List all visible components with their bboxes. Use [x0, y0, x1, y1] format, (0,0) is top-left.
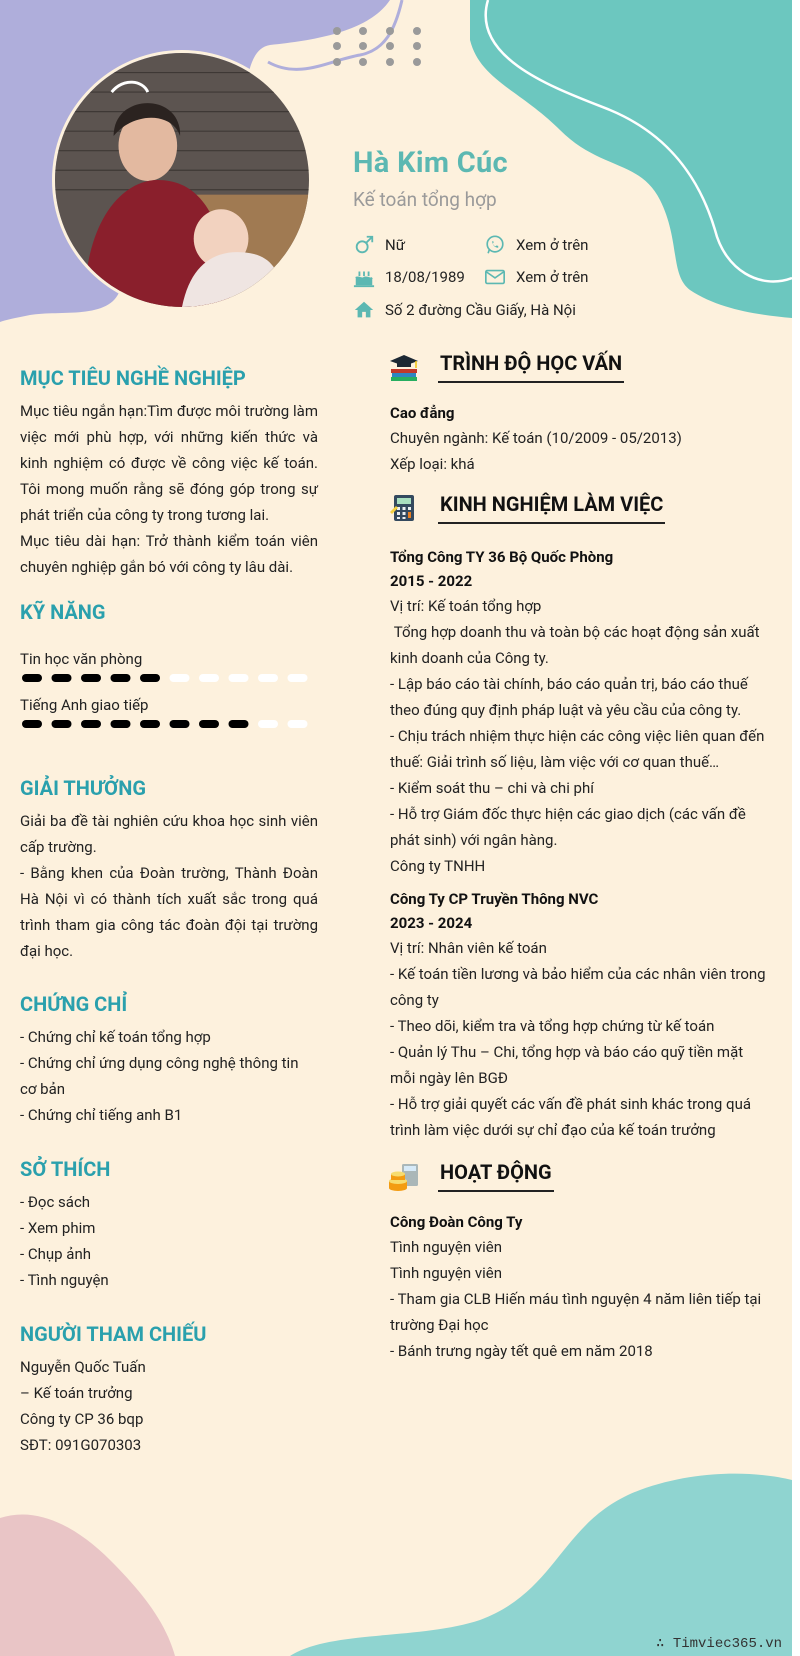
- education-body: [390, 401, 770, 477]
- references-section: [20, 1322, 318, 1458]
- job-line: - Quản lý Thu – Chi, tổng hợp và báo cáo quỹ tiền mặt mỗi ngày lên BGĐ: [390, 1043, 744, 1087]
- reference-line: SĐT: 091G070303: [20, 1436, 142, 1454]
- job-period: 2015 - 2022: [390, 572, 473, 590]
- skill-dash-empty: [229, 674, 249, 682]
- skill-dash-filled: [229, 720, 249, 728]
- skill-dash-empty: [288, 674, 308, 682]
- skill-dash-filled: [170, 720, 190, 728]
- hobby-item: - Đọc sách: [20, 1193, 91, 1211]
- hobby-item: - Xem phim: [20, 1219, 96, 1237]
- skills-title: KỸ NĂNG: [20, 600, 106, 624]
- activities-body: [390, 1210, 770, 1364]
- watermark: ∴ Timviec365.vn: [656, 1636, 783, 1652]
- hobbies-section: [20, 1157, 318, 1293]
- hobbies-title: SỞ THÍCH: [20, 1157, 111, 1181]
- graduation-cap-icon: [388, 351, 420, 383]
- objective-section: [20, 366, 318, 580]
- experience-title: KINH NGHIỆM LÀM VIỆC: [438, 492, 665, 524]
- birthday-info: [353, 266, 465, 288]
- job-line: Tổng hợp doanh thu và toàn bộ các hoạt động sản xuất kinh doanh của Công ty.: [390, 623, 764, 667]
- awards-section: [20, 776, 318, 964]
- job-line: - Lập báo cáo tài chính, báo cáo quản trị, báo cáo thuế theo đúng quy định pháp luật và yêu cầu của công ty.: [390, 675, 748, 719]
- award-item-1: Giải ba đề tài nghiên cứu khoa học sinh viên cấp trường.: [20, 812, 318, 856]
- hobby-item: - Tình nguyện: [20, 1271, 109, 1289]
- envelope-icon: [484, 266, 506, 288]
- gender-value: Nữ: [385, 236, 405, 254]
- phone-info: [484, 234, 588, 256]
- experience-body: [390, 545, 770, 1143]
- job-line: - Hỗ trợ Giám đốc thực hiện các giao dịch (các vấn đề phát sinh) với ngân hàng.: [390, 805, 746, 849]
- skill-dash-empty: [170, 674, 190, 682]
- skill-dash-filled: [111, 720, 131, 728]
- reference-line: Nguyễn Quốc Tuấn: [20, 1358, 146, 1376]
- skill-name-2: Tiếng Anh giao tiếp: [20, 696, 149, 714]
- phone-icon: [484, 234, 506, 256]
- skill-dash-filled: [81, 674, 101, 682]
- phone-value: Xem ở trên: [516, 236, 589, 254]
- skill-dash-filled: [52, 674, 72, 682]
- job-period: 2023 - 2024: [390, 914, 473, 932]
- candidate-role: Kế toán tổng hợp: [353, 188, 497, 211]
- job-line: - Kế toán tiền lương và bảo hiểm của các nhân viên trong công ty: [390, 965, 766, 1009]
- skill-dash-filled: [199, 720, 219, 728]
- awards-title: GIẢI THƯỞNG: [20, 776, 146, 800]
- gender-info: [353, 234, 405, 256]
- skill-dash-filled: [111, 674, 131, 682]
- activity-line: - Tham gia CLB Hiến máu tình nguyện 4 năm liên tiếp tại trường Đại học: [390, 1290, 762, 1334]
- objective-long: Mục tiêu dài hạn: Trở thành kiểm toán viên chuyên nghiệp gắn bó với công ty lâu dài.: [20, 532, 318, 576]
- skill-bar-2: [20, 718, 320, 730]
- education-header: [388, 351, 624, 383]
- skill-dash-empty: [258, 674, 278, 682]
- certificates-section: [20, 992, 318, 1128]
- email-value: Xem ở trên: [516, 268, 589, 286]
- job-line: Công ty TNHH: [390, 857, 486, 875]
- address-info: [353, 299, 576, 321]
- objective-title: MỤC TIÊU NGHỀ NGHIỆP: [20, 366, 246, 390]
- certificate-item: - Chứng chỉ tiếng anh B1: [20, 1106, 183, 1124]
- education-school: Cao đẳng: [390, 404, 455, 422]
- activity-org: Công Đoàn Công Ty: [390, 1213, 523, 1231]
- job-company: Công Ty CP Truyền Thông NVC: [390, 890, 599, 908]
- skill-dash-filled: [22, 720, 42, 728]
- activity-line: Tình nguyện viên: [390, 1238, 503, 1256]
- skill-dash-filled: [22, 674, 42, 682]
- education-major: Chuyên ngành: Kế toán (10/2009 - 05/2013): [390, 429, 682, 447]
- activities-title: HOẠT ĐỘNG: [438, 1160, 554, 1192]
- skill-dash-filled: [52, 720, 72, 728]
- skill-dash-empty: [199, 674, 219, 682]
- job-line: - Chịu trách nhiệm thực hiện các công việc liên quan đến thuế: Giải trình số liệu, làm việc với cơ quan thuế…: [390, 727, 765, 771]
- skill-dash-empty: [288, 720, 308, 728]
- activities-header: [388, 1160, 554, 1192]
- gender-icon: [353, 234, 375, 256]
- birthday-value: 18/08/1989: [385, 268, 465, 286]
- education-rank: Xếp loại: khá: [390, 455, 475, 473]
- experience-header: [388, 492, 665, 524]
- objective-short: Mục tiêu ngắn hạn:Tìm được môi trường làm việc mới phù hợp, với những kiến thức và kinh nghiệm có được về công việc kế toán. Tôi mong muốn rằng sẽ đóng góp trong sự phát triển của công ty trong tương lai.: [20, 402, 318, 524]
- skill-dash-filled: [140, 720, 160, 728]
- award-item-2: - Bằng khen của Đoàn trường, Thành Đoàn Hà Nội vì có thành tích xuất sắc trong quá trình tham gia công tác đoàn đội tại trường đại học.: [20, 864, 318, 960]
- certificate-item: - Chứng chỉ kế toán tổng hợp: [20, 1028, 211, 1046]
- email-info: [484, 266, 588, 288]
- job-line: - Hỗ trợ giải quyết các vấn đề phát sinh khác trong quá trình làm việc dưới sự chỉ đạo của kế toán trưởng: [390, 1095, 752, 1139]
- skill-name-1: Tin học văn phòng: [20, 650, 143, 668]
- reference-line: Công ty CP 36 bqp: [20, 1410, 144, 1428]
- job-line: Vị trí: Nhân viên kế toán: [390, 939, 547, 957]
- activity-line: - Bánh trưng ngày tết quê em năm 2018: [390, 1342, 653, 1360]
- certificate-item: - Chứng chỉ ứng dụng công nghệ thông tin cơ bản: [20, 1054, 299, 1098]
- address-value: Số 2 đường Cầu Giấy, Hà Nội: [385, 301, 576, 319]
- candidate-name: Hà Kim Cúc: [353, 146, 508, 180]
- references-title: NGƯỜI THAM CHIẾU: [20, 1322, 207, 1346]
- certificates-title: CHỨNG CHỈ: [20, 992, 128, 1016]
- skill-dash-empty: [258, 720, 278, 728]
- profile-photo: [52, 50, 312, 310]
- skill-bar-1: [20, 672, 320, 684]
- job-company: Tổng Công TY 36 Bộ Quốc Phòng: [390, 548, 614, 566]
- skill-dash-filled: [140, 674, 160, 682]
- coins-icon: [388, 1160, 420, 1192]
- job-line: - Theo dõi, kiểm tra và tổng hợp chứng từ kế toán: [390, 1017, 715, 1035]
- education-title: TRÌNH ĐỘ HỌC VẤN: [438, 351, 624, 383]
- reference-line: – Kế toán trưởng: [20, 1384, 133, 1402]
- skill-dash-filled: [81, 720, 101, 728]
- job-line: Vị trí: Kế toán tổng hợp: [390, 597, 542, 615]
- home-icon: [353, 299, 375, 321]
- hobby-item: - Chụp ảnh: [20, 1245, 92, 1263]
- job-line: - Kiểm soát thu – chi và chi phí: [390, 779, 594, 797]
- calculator-icon: [388, 492, 420, 524]
- birthday-cake-icon: [353, 266, 375, 288]
- activity-line: Tình nguyện viên: [390, 1264, 503, 1282]
